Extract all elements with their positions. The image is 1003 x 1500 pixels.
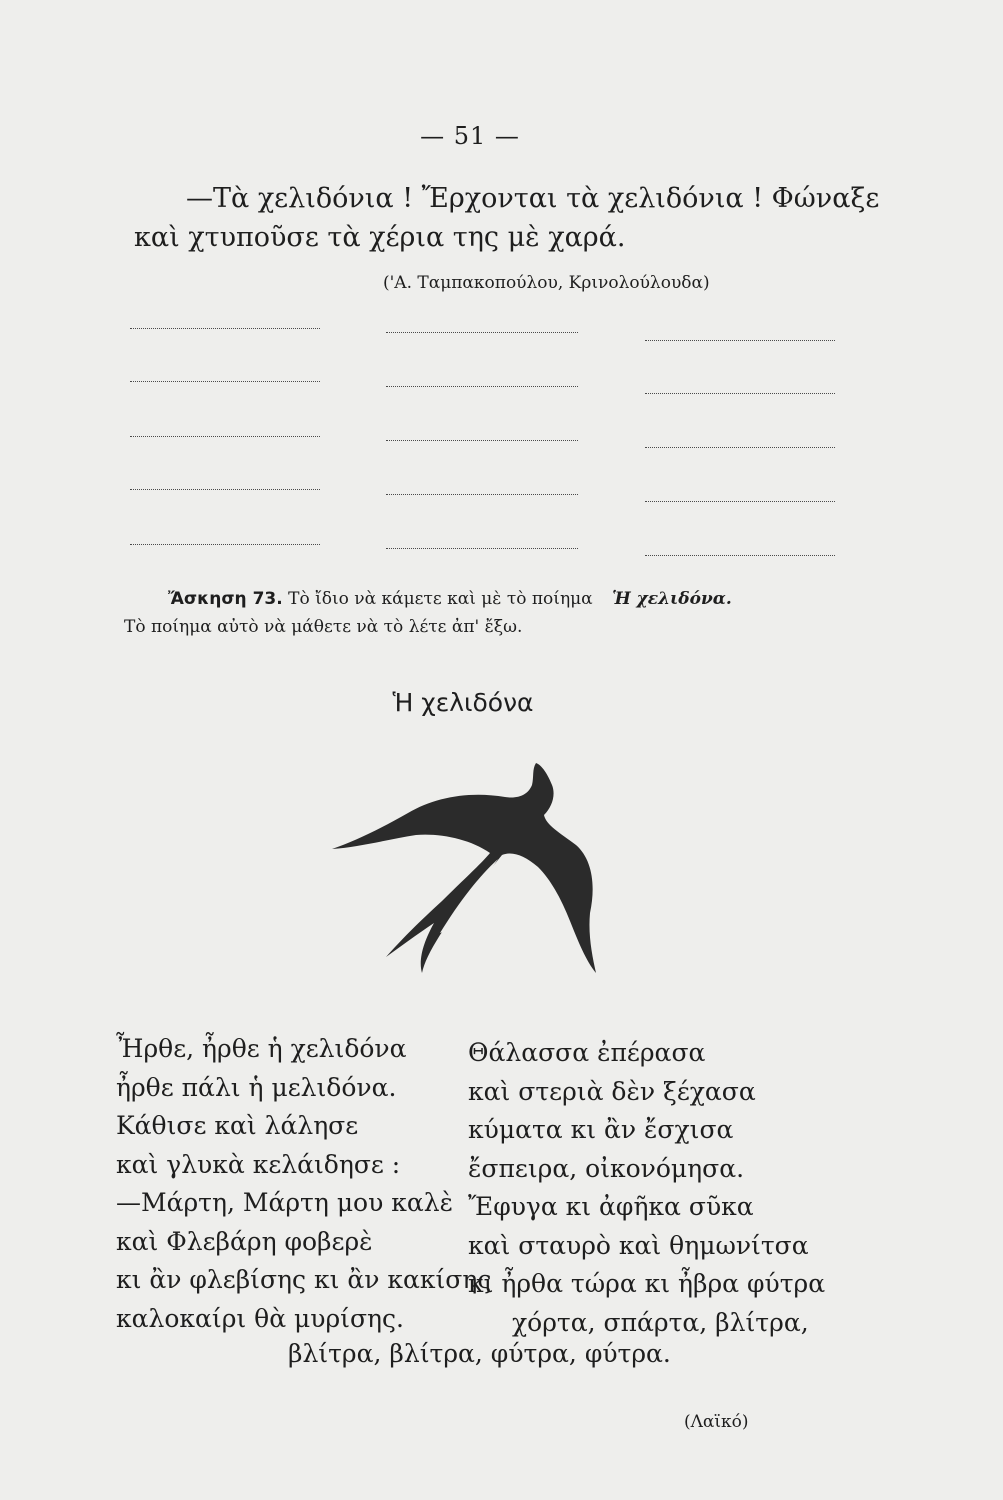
poem-line: Θάλασσα ἐπέρασα <box>468 1038 706 1067</box>
poem-line: Κάθισε καὶ λάλησε <box>116 1111 359 1140</box>
poem-line: ἔσπειρα, οἰκονόμησα. <box>468 1153 745 1183</box>
poem-line: καὶ Φλεβάρη φοβερὲ <box>116 1226 373 1256</box>
answer-line[interactable] <box>130 544 320 545</box>
poem-title: Ἡ χελιδόνα <box>392 688 534 717</box>
answer-line[interactable] <box>130 489 320 490</box>
poem-line: καλοκαίρι θὰ μυρίσης. <box>116 1303 404 1333</box>
answer-line[interactable] <box>645 340 835 341</box>
poem-line: Ἦρθε, ἦρθε ἡ χελιδόνα <box>116 1034 407 1063</box>
answer-line[interactable] <box>130 436 320 437</box>
page-number: — 51 — <box>420 122 520 150</box>
answer-line[interactable] <box>645 393 835 394</box>
poem-line: —Μάρτη, Μάρτη μου καλὲ <box>116 1188 454 1217</box>
poem-line: κι ἦρθα τώρα κι ἦβρα φύτρα <box>468 1269 826 1298</box>
poem-line: Ἔφυγα κι ἀφῆκα σῦκα <box>468 1192 754 1221</box>
poem-final-line: βλίτρα, βλίτρα, φύτρα, φύτρα. <box>288 1339 671 1368</box>
poem-line: κύματα κι ἂν ἔσχισα <box>468 1115 734 1144</box>
poem-line: καὶ σταυρὸ καὶ θημωνίτσα <box>468 1230 809 1260</box>
swallow-silhouette <box>332 763 596 973</box>
intro-line-1: —Τὰ χελιδόνια ! Ἔρχονται τὰ χελιδόνια ! Φώναξε <box>186 183 880 214</box>
exercise-text: Τὸ ἴδιο νὰ κάμετε καὶ μὲ τὸ ποίημα <box>288 589 593 609</box>
answer-line[interactable] <box>386 386 578 387</box>
answer-line[interactable] <box>645 447 835 448</box>
answer-line[interactable] <box>645 501 835 502</box>
answer-line[interactable] <box>130 328 320 329</box>
intro-source: ('Α. Ταμπακοπούλου, Κρινολούλουδα) <box>383 273 710 293</box>
intro-line-2: καὶ χτυποῦσε τὰ χέρια της μὲ χαρά. <box>134 222 626 253</box>
swallow-icon <box>320 755 610 980</box>
exercise-instruction-line-2: Τὸ ποίημα αὐτὸ νὰ μάθετε νὰ τὸ λέτε ἀπ' ἔξω. <box>124 617 523 637</box>
poem-line: χόρτα, σπάρτα, βλίτρα, <box>512 1307 809 1337</box>
poem-right-column <box>468 1034 825 1342</box>
answer-line[interactable] <box>645 555 835 556</box>
exercise-instruction <box>168 589 732 609</box>
exercise-poem-reference: Ἡ χελιδόνα. <box>612 589 732 609</box>
poem-line: καὶ γλυκὰ κελάιδησε : <box>116 1149 401 1179</box>
poem-left-column <box>116 1030 491 1338</box>
poem-line: ἦρθε πάλι ἡ μελιδόνα. <box>116 1072 397 1102</box>
poem-line: καὶ στεριὰ δὲν ξέχασα <box>468 1076 756 1106</box>
answer-line[interactable] <box>386 332 578 333</box>
exercise-title: Ἄσκηση 73. <box>168 589 283 609</box>
poem-attribution: (Λαϊκό) <box>684 1412 749 1432</box>
answer-line[interactable] <box>386 440 578 441</box>
answer-line[interactable] <box>386 494 578 495</box>
poem-line: κι ἂν φλεβίσης κι ἂν κακίσης <box>116 1265 492 1294</box>
answer-line[interactable] <box>130 381 320 382</box>
answer-line[interactable] <box>386 548 578 549</box>
